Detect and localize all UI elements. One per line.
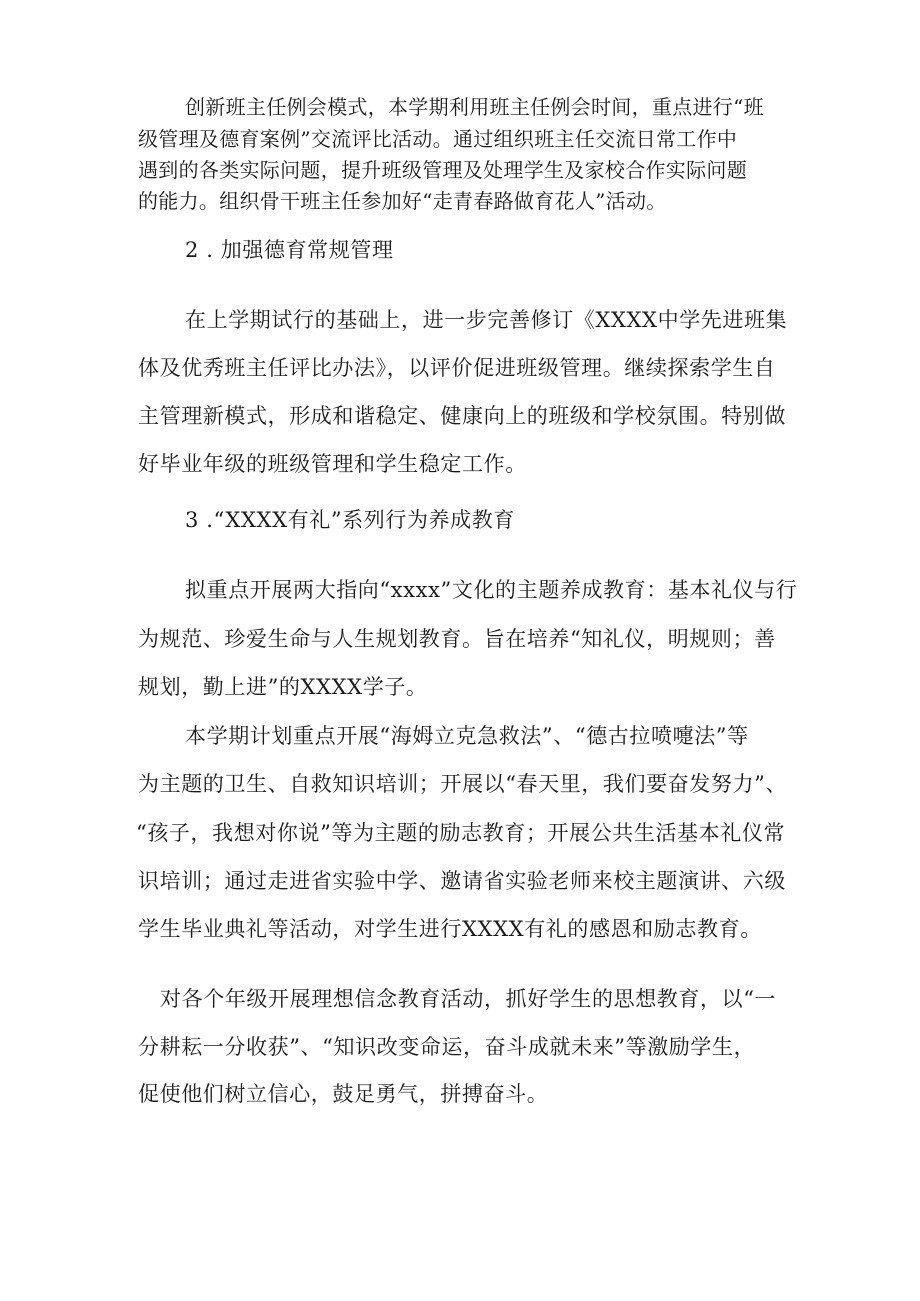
- paragraph-line: “孩子，我想对你说”等为主题的励志教育；开展公共生活基本礼仪常: [136, 821, 786, 845]
- paragraph-line: 的能力。组织骨干班主任参加好“走青春路做育花人”活动。: [138, 189, 667, 213]
- paragraph-line: 体及优秀班主任评比办法》，以评价促进班级管理。继续探索学生自: [138, 356, 776, 380]
- paragraph-line: 规划，勤上进”的XXXX学子。: [138, 675, 428, 699]
- paragraph-line: 学生毕业典礼等活动，对学生进行XXXX有礼的感恩和励志教育。: [138, 917, 762, 941]
- paragraph-line: 拟重点开展两大指向“xxxx”文化的主题养成教育：基本礼仪与行: [185, 578, 798, 602]
- section-heading-etiquette-series: 3 .“XXXX有礼”系列行为养成教育: [185, 508, 515, 532]
- paragraph-line: 遇到的各类实际问题，提升班级管理及处理学生及家校合作实际问题: [138, 158, 747, 182]
- paragraph-line: 主管理新模式，形成和谐稳定、健康向上的班级和学校氛围。特别做: [138, 404, 786, 428]
- section-heading-moral-education-routine: 2 . 加强德育常规管理: [185, 238, 394, 262]
- paragraph-line: 对各个年级开展理想信念教育活动，抓好学生的思想教育，以“一: [160, 987, 777, 1011]
- paragraph-line: 为规范、珍爱生命与人生规划教育。旨在培养“知礼仪，明规则；善: [138, 627, 776, 651]
- paragraph-line: 分耕耘一分收获”、“知识改变命运，奋斗成就未来”等激励学生，: [138, 1035, 756, 1059]
- paragraph-line: 级管理及德育案例”交流评比活动。通过组织班主任交流日常工作中: [138, 127, 738, 151]
- paragraph-line: 本学期计划重点开展“海姆立克急救法”、“德古拉喷嚏法”等: [185, 724, 749, 748]
- paragraph-line: 为主题的卫生、自救知识培训；开展以“春天里，我们要奋发努力”、: [138, 772, 788, 796]
- paragraph-line: 好毕业年级的班级管理和学生稳定工作。: [138, 452, 527, 476]
- paragraph-line: 识培训；通过走进省实验中学、邀请省实验老师来校主题演讲、六级: [138, 869, 786, 893]
- paragraph-line: 促使他们树立信心，鼓足勇气，拼搏奋斗。: [138, 1082, 549, 1106]
- paragraph-line: 在上学期试行的基础上，进一步完善修订《XXXX中学先进班集: [185, 308, 788, 332]
- paragraph-line: 创新班主任例会模式，本学期利用班主任例会时间，重点进行“班: [185, 95, 764, 119]
